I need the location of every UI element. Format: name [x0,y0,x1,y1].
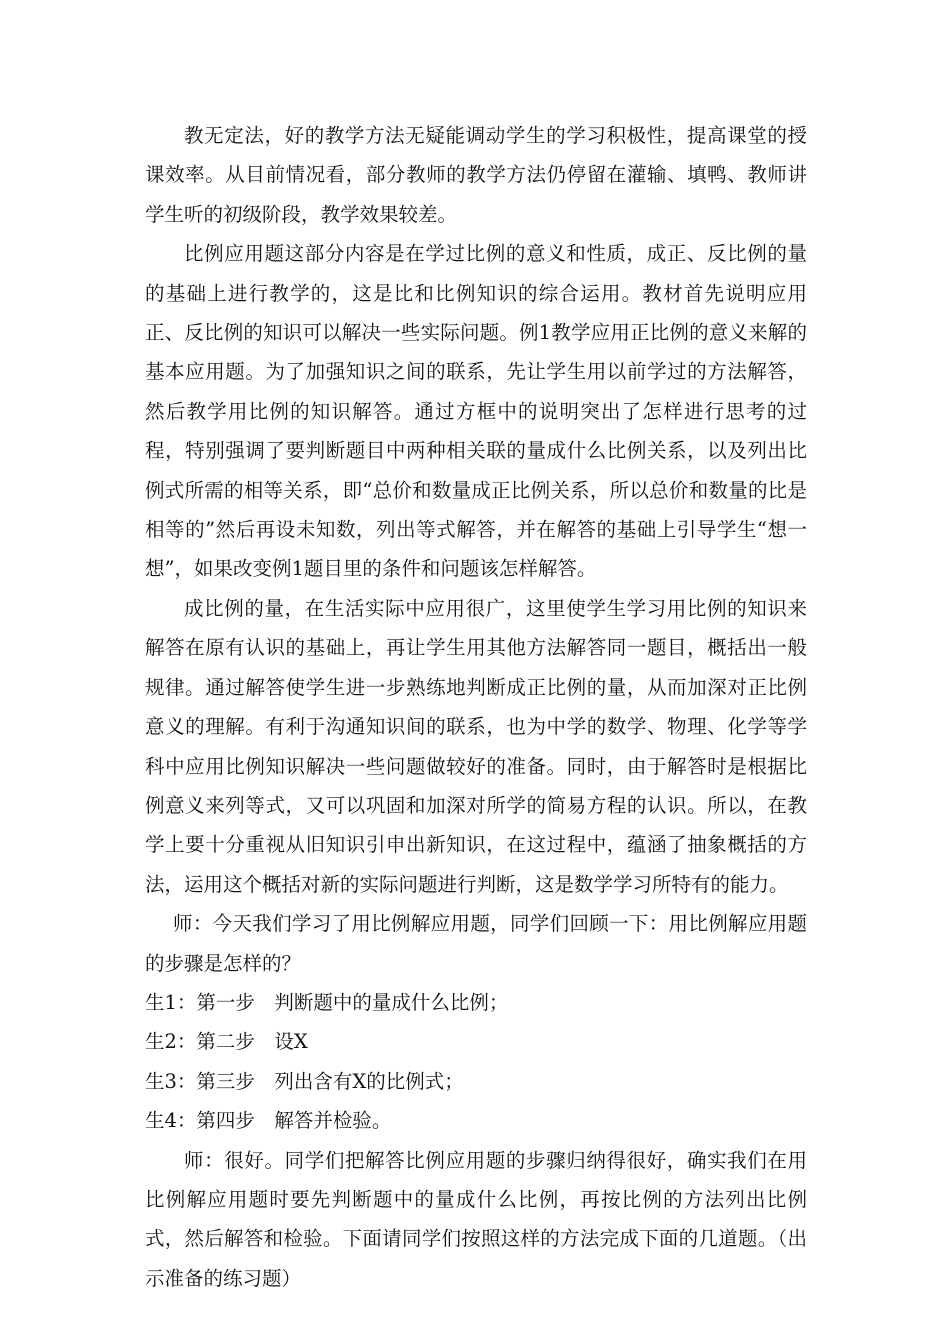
student-step-3: 生3：第三步 列出含有X的比例式； [145,1069,464,1093]
paragraph-teacher-question: 师：今天我们学习了用比例解应用题，同学们回顾一下：用比例解应用题的步骤是怎样的？ [145,912,807,975]
paragraph-ratio-problems: 比例应用题这部分内容是在学过比例的意义和性质，成正、反比例的量的基础上进行教学的，这是比和比例知识的综合运用。教材首先说明应用正、反比例的知识可以解决一些实际问题。例1教学应用正比例的意义来解的基本应用题。为了加强知识之间的联系，先让学生用以前学过的方法解答，然后教学用比例的知识解答。通过方框中的说明突出了怎样进行思考的过程，特别强调了要判断题目中两种相关联的量成什么比例关系，以及列出比例式所需的相等关系，即“总价和数量成正比例关系，所以总价和数量的比是相等的”然后再设未知数，列出等式解答，并在解答的基础上引导学生“想一想”，如果改变例1题目里的条件和问题该怎样解答。 [145,242,807,581]
student-step-2: 生2：第二步 设X [145,1030,308,1054]
paragraph-intro: 教无定法，好的教学方法无疑能调动学生的学习积极性，提高课堂的授课效率。从目前情况看，部分教师的教学方法仍停留在灌输、填鸭、教师讲学生听的初级阶段，教学效果较差。 [145,124,807,226]
document-body [145,116,807,1298]
paragraph-teacher-closing: 师：很好。同学们把解答比例应用题的步骤归纳得很好，确实我们在用比例解应用题时要先判断题中的量成什么比例，再按比例的方法列出比例式，然后解答和检验。下面请同学们按照这样的方法完成下面的几道题。（出示准备的练习题） [145,1148,807,1290]
student-step-1: 生1：第一步 判断题中的量成什么比例； [145,990,509,1014]
paragraph-proportional-quantities: 成比例的量，在生活实际中应用很广，这里使学生学习用比例的知识来解答在原有认识的基础上，再让学生用其他方法解答同一题目，概括出一般规律。通过解答使学生进一步熟练地判断成正比例的量，从而加深对正比例意义的理解。有利于沟通知识间的联系，也为中学的数学、物理、化学等学科中应用比例知识解决一些问题做较好的准备。同时，由于解答时是根据比例意义来列等式，又可以巩固和加深对所学的简易方程的认识。所以，在教学上要十分重视从旧知识引申出新知识，在这过程中，蕴涵了抽象概括的方法，运用这个概括对新的实际问题进行判断，这是数学学习所特有的能力。 [145,596,807,896]
student-step-4: 生4：第四步 解答并检验。 [145,1109,392,1133]
